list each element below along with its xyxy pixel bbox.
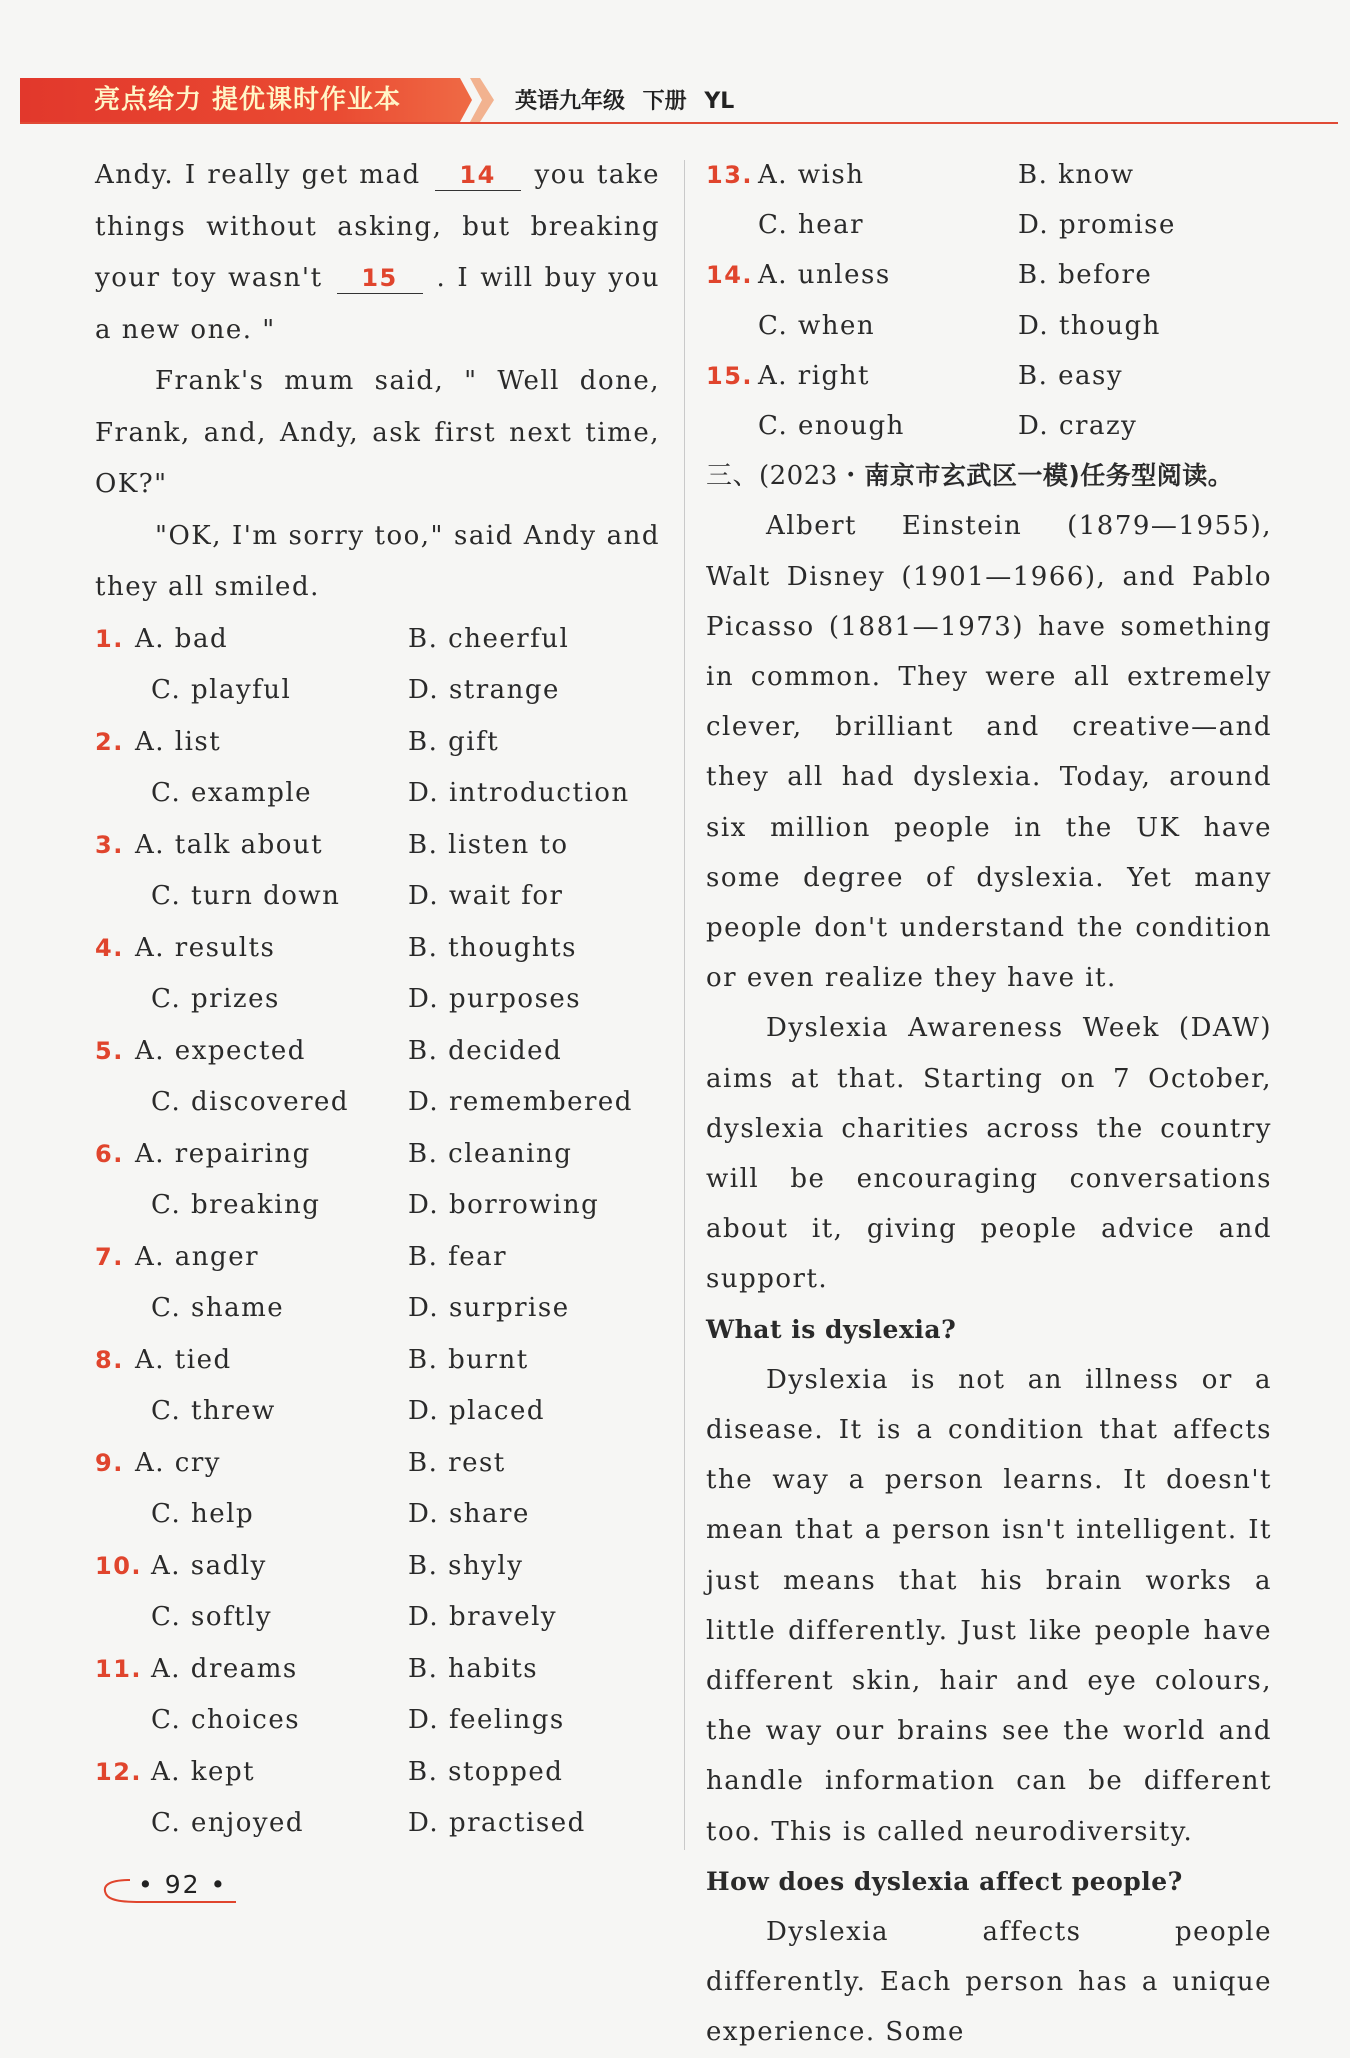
reading-paragraph-1: Albert Einstein (1879—1955), Walt Disney (1901—1966), and Pablo Picasso (1881—1973) have something in common. They were all extremely clever, brilliant and creative—and they all had dyslexia. Today, around six million people in the UK have some degree of dyslexia. Yet many people don't understand the condition or even realize they have it.	[706, 511, 1272, 994]
page-number	[100, 1868, 240, 1908]
option-a: A. tied	[135, 1344, 232, 1375]
question-9-row-c	[95, 1489, 660, 1541]
option-d: D. share	[408, 1499, 530, 1529]
question-number: 12.	[95, 1757, 143, 1786]
option-b: B. stopped	[408, 1756, 564, 1787]
option-a: A. unless	[758, 260, 891, 291]
option-a: A. kept	[151, 1756, 256, 1787]
right-column	[706, 150, 1272, 2058]
book-title: 亮点给力 提优课时作业本	[94, 85, 402, 115]
option-d: D. remembered	[408, 1087, 633, 1117]
option-b: B. know	[1018, 160, 1135, 190]
option-a: A. talk about	[135, 829, 324, 860]
option-a: A. sadly	[151, 1550, 267, 1581]
question-2-row-a	[95, 717, 660, 769]
question-7-row-c	[95, 1283, 660, 1335]
section-title-prefix: 三、(2023・	[706, 461, 865, 492]
section-title	[706, 451, 1272, 501]
question-5-row-a	[95, 1026, 660, 1078]
option-c: C. breaking	[151, 1190, 321, 1220]
option-b: B. decided	[408, 1035, 563, 1066]
question-4-row-a	[95, 923, 660, 975]
question-number: 13.	[706, 161, 754, 189]
header-banner-arrow	[470, 78, 498, 122]
option-d: D. practised	[408, 1808, 586, 1838]
option-b: B. shyly	[408, 1550, 524, 1581]
passage-paragraph-2: Frank's mum said, " Well done, Frank, and, Andy, ask first next time, OK?"	[95, 366, 660, 499]
option-b: B. cleaning	[408, 1138, 573, 1169]
question-11-row-c	[95, 1695, 660, 1747]
passage-text: Andy. I really get mad	[95, 160, 421, 190]
question-2-row-c	[95, 768, 660, 820]
option-d: D. crazy	[1018, 410, 1138, 441]
option-c: C. prizes	[151, 984, 280, 1014]
question-number: 6.	[95, 1139, 124, 1168]
question-number: 15.	[706, 361, 754, 390]
question-9-row-a	[95, 1438, 660, 1490]
option-a: A. wish	[758, 160, 865, 190]
option-b: B. fear	[408, 1241, 508, 1272]
question-list-left	[95, 614, 660, 1850]
option-b: B. gift	[408, 726, 500, 757]
question-1-row-a	[95, 614, 660, 666]
question-15-row-a	[706, 351, 1272, 401]
option-b: B. burnt	[408, 1344, 529, 1375]
question-number: 10.	[95, 1551, 143, 1580]
option-a: A. cry	[135, 1447, 221, 1478]
blank-14: 14	[435, 160, 521, 191]
option-d: D. introduction	[408, 778, 630, 808]
question-13-row-a	[706, 150, 1272, 200]
option-c: C. help	[151, 1499, 255, 1529]
question-6-row-a	[95, 1129, 660, 1181]
page-header	[20, 78, 1338, 128]
question-12-row-a	[95, 1747, 660, 1799]
option-c: C. threw	[151, 1396, 276, 1426]
column-divider	[684, 160, 685, 1850]
question-number: 3.	[95, 830, 124, 859]
passage-text: . I will buy you a new one. "	[95, 263, 660, 345]
question-number: 4.	[95, 933, 124, 962]
passage-text: you take things without asking, but breaking your toy wasn't	[95, 160, 660, 293]
question-14-row-c	[706, 301, 1272, 351]
option-b: B. habits	[408, 1653, 539, 1684]
option-a: A. dreams	[151, 1653, 298, 1684]
header-rule	[20, 122, 1338, 124]
option-c: C. when	[758, 310, 876, 341]
option-c: C. playful	[151, 675, 292, 705]
question-12-row-c	[95, 1798, 660, 1850]
blank-15: 15	[337, 263, 423, 294]
question-number: 2.	[95, 727, 124, 756]
option-c: C. discovered	[151, 1087, 350, 1117]
question-number: 7.	[95, 1242, 124, 1271]
question-8-row-c	[95, 1386, 660, 1438]
passage-paragraph-1	[95, 150, 660, 356]
question-4-row-c	[95, 974, 660, 1026]
option-c: C. example	[151, 778, 313, 808]
question-number: 8.	[95, 1345, 124, 1374]
option-d: D. bravely	[408, 1602, 558, 1632]
question-13-row-c	[706, 200, 1272, 250]
option-d: D. though	[1018, 310, 1161, 341]
question-number: 14.	[706, 261, 754, 290]
option-c: C. softly	[151, 1602, 273, 1632]
question-11-row-a	[95, 1644, 660, 1696]
reading-paragraph-2: Dyslexia Awareness Week (DAW) aims at that. Starting on 7 October, dyslexia charities across the country will be encouraging conversations about it, giving people advice and support.	[706, 1013, 1272, 1295]
option-d: D. strange	[408, 675, 560, 705]
question-list-right	[706, 150, 1272, 451]
option-a: A. list	[135, 726, 222, 757]
left-column	[95, 150, 660, 1850]
option-a: A. results	[135, 932, 276, 963]
question-7-row-a	[95, 1232, 660, 1284]
question-8-row-a	[95, 1335, 660, 1387]
reading-paragraph-4: Dyslexia affects people differently. Each person has a unique experience. Some	[706, 1917, 1272, 2048]
question-3-row-a	[95, 820, 660, 872]
option-d: D. feelings	[408, 1705, 565, 1735]
option-d: D. promise	[1018, 210, 1176, 241]
reading-paragraph-3: Dyslexia is not an illness or a disease. It is a condition that affects the way a person learns. It doesn't mean that a person isn't intelligent. It just means that his brain works a little differently. Just like people have different skin, hair and eye colours, the way our brains see the world and handle information can be different too. This is called neurodiversity.	[706, 1364, 1272, 1847]
option-d: D. surprise	[408, 1293, 570, 1323]
passage-paragraph-3: "OK, I'm sorry too," said Andy and they all smiled.	[95, 520, 660, 602]
option-d: D. wait for	[408, 881, 564, 911]
option-a: A. bad	[135, 623, 229, 654]
question-14-row-a	[706, 250, 1272, 300]
option-b: B. thoughts	[408, 932, 577, 963]
option-a: A. expected	[135, 1035, 306, 1066]
question-number: 5.	[95, 1036, 124, 1065]
reading-subheading-1: What is dyslexia?	[706, 1314, 957, 1344]
option-d: D. borrowing	[408, 1190, 600, 1220]
option-b: B. before	[1018, 260, 1153, 291]
option-c: C. choices	[151, 1705, 301, 1735]
option-b: B. rest	[408, 1447, 506, 1478]
option-c: C. hear	[758, 210, 865, 241]
option-c: C. shame	[151, 1293, 285, 1323]
book-subject: 英语九年级 下册 YL	[515, 89, 735, 114]
option-b: B. listen to	[408, 829, 569, 860]
option-c: C. turn down	[151, 881, 341, 911]
option-c: C. enjoyed	[151, 1808, 305, 1838]
option-a: A. repairing	[135, 1138, 311, 1169]
question-10-row-a	[95, 1541, 660, 1593]
reading-subheading-2: How does dyslexia affect people?	[706, 1866, 1183, 1896]
question-6-row-c	[95, 1180, 660, 1232]
option-d: D. purposes	[408, 984, 582, 1014]
section-title-text: 南京市玄武区一模)任务型阅读。	[864, 461, 1234, 491]
question-number: 9.	[95, 1448, 124, 1477]
option-a: A. right	[758, 360, 870, 391]
question-1-row-c	[95, 665, 660, 717]
question-15-row-c	[706, 401, 1272, 451]
question-number: 1.	[95, 624, 124, 653]
question-number: 11.	[95, 1654, 143, 1683]
option-b: B. cheerful	[408, 623, 570, 654]
question-10-row-c	[95, 1592, 660, 1644]
page-number-text: • 92 •	[138, 1870, 228, 1899]
option-c: C. enough	[758, 410, 905, 441]
option-d: D. placed	[408, 1396, 545, 1426]
question-3-row-c	[95, 871, 660, 923]
option-b: B. easy	[1018, 360, 1124, 391]
option-a: A. anger	[135, 1241, 260, 1272]
question-5-row-c	[95, 1077, 660, 1129]
